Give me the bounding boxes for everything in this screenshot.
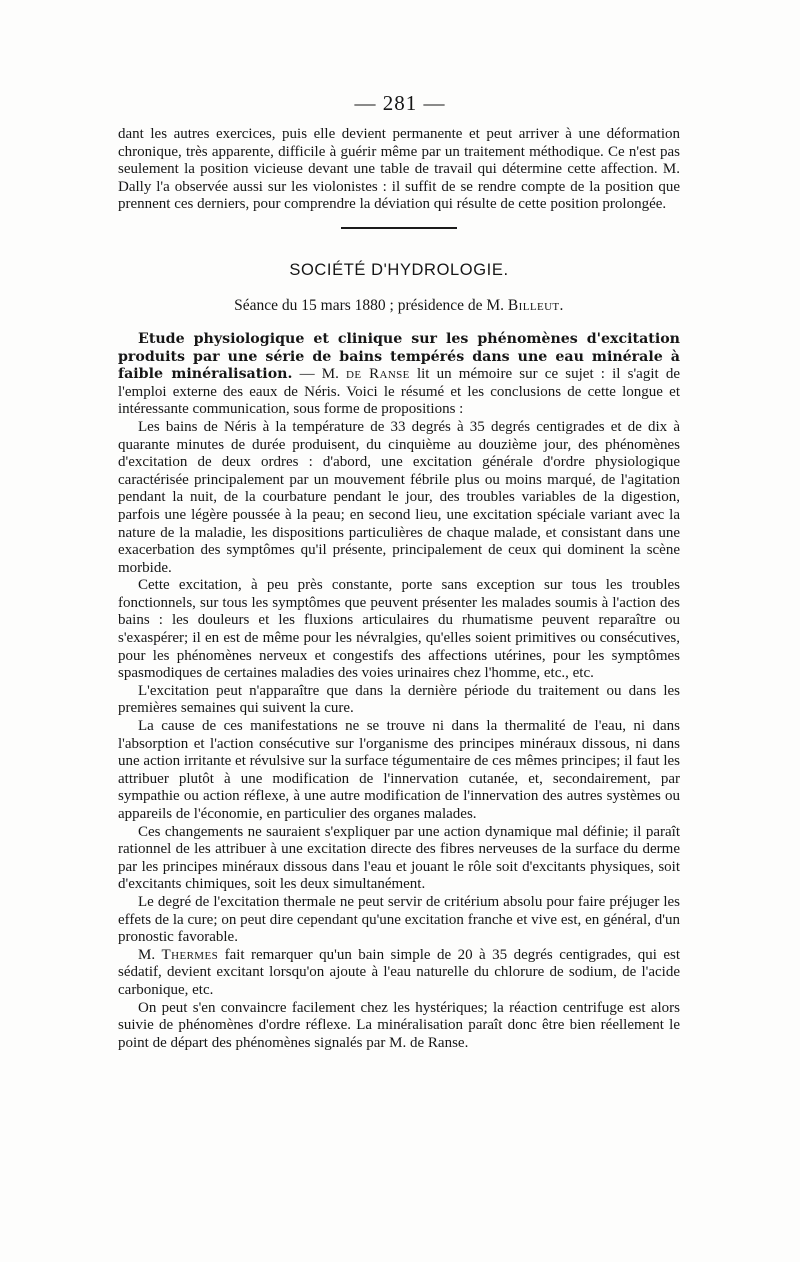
thermes-name: Thermes	[161, 946, 219, 963]
article-intro-rest: lit un mémoire sur ce sujet : il s'agit de l'emploi externe des eaux de Néris. Voici le résumé et les conclusions de cette longue et intéressante communication, sous forme de propositions :	[118, 366, 680, 418]
body-paragraph-3: L'excitation peut n'apparaître que dans la dernière période du traitement ou dans les premières semaines qui suivent la cure.	[118, 682, 680, 717]
article-title: Etude physiologique et clinique sur les phénomènes d'excitation produits par une série de bains tempérés dans une eau minérale à faible minéralisation.	[118, 330, 680, 383]
page-number: — 281 —	[354, 91, 446, 115]
section-divider	[341, 227, 457, 229]
session-president: Billeut.	[507, 296, 564, 314]
thermes-text: fait remarquer qu'un bain simple de 20 à 35 degrés centigrades, qui est sédatif, devient excitant lorsqu'on ajoute à l'eau naturelle du chlorure de sodium, de l'acide carbonique, etc.	[118, 946, 680, 998]
body-paragraph-4: La cause de ces manifestations ne se trouve ni dans la thermalité de l'eau, ni dans l'absorption et l'action consécutive sur l'organisme des principes minéraux dissous, ni dans une action irritante et révulsive sur la surface tégumentaire de ces mêmes principes; il faut les attribuer plutôt à une modification de l'innervation cutanée, et, secondairement, par sympathie ou action réflexe, à une autre modification de l'innervation des autres systèmes ou appareils de l'économie, en particulier des organes malades.	[118, 718, 680, 822]
intro-paragraph: dant les autres exercices, puis elle devient permanente et peut arriver à une déformation chronique, très apparente, difficile à guérir même par un traitement méthodique. Ce n'est pas seulement la position vicieuse devant une table de travail qui détermine cette affection. M. Dally l'a observée aussi sur les violonistes : il suffit de se rendre compte de la position que prennent ces derniers, pour comprendre la déviation qui résulte de cette position prolongée.	[118, 126, 680, 213]
section-title: SOCIÉTÉ D'HYDROLOGIE.	[289, 260, 509, 279]
session-line	[118, 297, 680, 315]
article-author: de Ranse	[346, 366, 410, 383]
body-paragraph-1: Les bains de Néris à la température de 33 degrés à 35 degrés centigrades et de dix à quarante minutes de durée produisent, du cinquième au douzième jour, des phénomènes d'excitation de deux ordres : d'abord, une excitation générale d'ordre physiologique caractérisée principalement par un mouvement fébrile plus ou moins marqué, de l'agitation pendant la nuit, de la courbature pendant le jour, des troubles variables de la digestion, parfois une légère poussée à la peau; en second lieu, une excitation spéciale variant avec la nature de la maladie, les dispositions particulières de chaque malade, et consistant dans une exacerbation des symptômes qu'il présente, principalement de ceux qui dominent la scène morbide.	[118, 418, 680, 576]
final-paragraph: On peut s'en convaincre facilement chez les hystériques; la réaction centrifuge est alors suivie de phénomènes d'ordre réflexe. La minéralisation paraît donc être bien réellement le point de départ des phénomènes signalés par M. de Ranse.	[118, 999, 680, 1051]
session-text: Séance du 15 mars 1880 ; présidence de M.	[234, 296, 508, 314]
body-paragraph-6: Le degré de l'excitation thermale ne peut servir de critérium absolu pour faire préjuger les effets de la cure; on peut dire cependant qu'une excitation franche et vive est, en général, d'un pronostic favorable.	[118, 893, 680, 946]
article-author-prefix: — M.	[292, 366, 347, 383]
body-paragraph-2: Cette excitation, à peu près constante, porte sans exception sur tous les troubles fonctionnels, sur tous les symptômes que peuvent présenter les malades soumis à l'action des bains : les douleurs et les fluxions articulaires du rhumatisme peuvent reparaître ou s'exaspérer; il en est de même pour les névralgies, qu'elles soient primitives ou consécutives, pour les phénomènes nerveux et congestifs des affections utérines, pour les symptômes spasmodiques de certaines maladies des voies urinaires chez l'homme, etc., etc.	[118, 577, 680, 682]
body-paragraph-5: Ces changements ne sauraient s'expliquer par une action dynamique mal définie; il paraît rationnel de les attribuer à une excitation directe des fibres nerveuses de la surface du derme par les principes minéraux dissous dans l'eau et jouant le rôle soit d'excitants physiques, soit d'excitants chimiques, soit les deux simultanément.	[118, 823, 680, 893]
thermes-prefix: M.	[138, 946, 162, 963]
article-intro-paragraph	[118, 331, 680, 419]
text-column	[118, 126, 680, 1052]
thermes-paragraph	[118, 947, 680, 1000]
